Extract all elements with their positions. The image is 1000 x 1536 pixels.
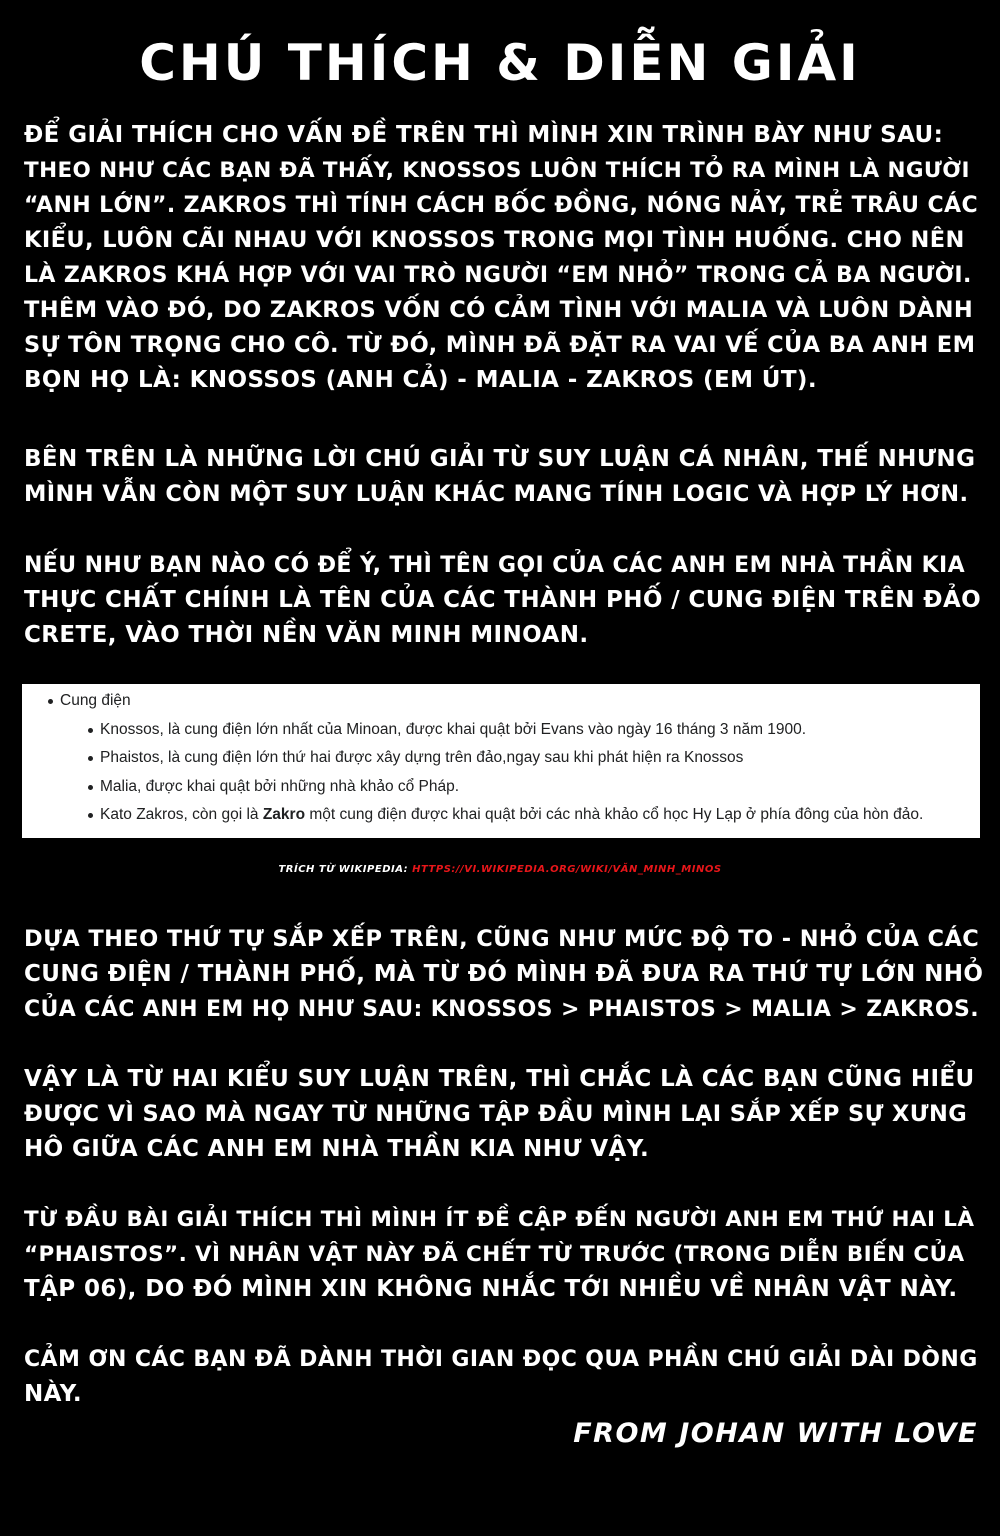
bullet-icon bbox=[48, 699, 53, 704]
bullet-icon bbox=[88, 756, 93, 761]
paragraph-line: BÊN TRÊN LÀ NHỮNG LỜI CHÚ GIẢI TỪ SUY LUẬN CÁ NHÂN, THẾ NHƯNG bbox=[24, 446, 976, 472]
bullet-icon bbox=[88, 813, 93, 818]
list-item bbox=[100, 773, 459, 801]
paragraph-line: ĐƯỢC VÌ SAO MÀ NGAY TỪ NHỮNG TẬP ĐẦU MÌNH LẠI SẮP XẾP SỰ XƯNG bbox=[24, 1101, 968, 1127]
paragraph-line: CRETE, VÀO THỜI NỀN VĂN MINH MINOAN. bbox=[24, 622, 589, 648]
source-link[interactable]: HTTPS://VI.WIKIPEDIA.ORG/WIKI/VĂN_MINH_MINOS bbox=[412, 864, 722, 875]
paragraph-phaistos bbox=[24, 1202, 984, 1307]
wikipedia-excerpt bbox=[22, 684, 980, 838]
paragraph-line: NÀY. bbox=[24, 1381, 83, 1407]
wiki-heading: Cung điện bbox=[60, 692, 131, 709]
page-title: CHÚ THÍCH & DIỄN GIẢI bbox=[139, 34, 861, 92]
paragraph-line: MÌNH VẪN CÒN MỘT SUY LUẬN KHÁC MANG TÍNH LOGIC VÀ HỢP LÝ HƠN. bbox=[24, 481, 969, 507]
paragraph-line: THÊM VÀO ĐÓ, DO ZAKROS VỐN CÓ CẢM TÌNH VỚI MALIA VÀ LUÔN DÀNH bbox=[24, 297, 974, 323]
wiki-item-text: Kato Zakros, còn gọi là bbox=[100, 806, 263, 823]
paragraph-line: ĐỂ GIẢI THÍCH CHO VẤN ĐỀ TRÊN THÌ MÌNH XIN TRÌNH BÀY NHƯ SAU: bbox=[24, 122, 944, 148]
bullet-icon bbox=[88, 728, 93, 733]
paragraph-explanation bbox=[24, 118, 984, 398]
paragraph-line: TẬP 06), DO ĐÓ MÌNH XIN KHÔNG NHẮC TỚI NHIỀU VỀ NHÂN VẬT NÀY. bbox=[24, 1276, 958, 1302]
paragraph-line: CUNG ĐIỆN / THÀNH PHỐ, MÀ TỪ ĐÓ MÌNH ĐÃ ĐƯA RA THỨ TỰ LỚN NHỎ bbox=[24, 961, 984, 987]
paragraph-line: KIỂU, LUÔN CÃI NHAU VỚI KNOSSOS TRONG MỌI TÌNH HUỐNG. CHO NÊN bbox=[24, 227, 965, 253]
paragraph-line: “PHAISTOS”. VÌ NHÂN VẬT NÀY ĐÃ CHẾT TỪ TRƯỚC (TRONG DIỄN BIẾN CỦA bbox=[24, 1242, 965, 1267]
list-item bbox=[100, 716, 806, 744]
wiki-item-text: một cung điện được khai quật bởi các nhà khảo cổ học Hy Lạp ở phía đông của hòn đảo. bbox=[305, 806, 924, 823]
wiki-item-text: Knossos, là cung điện lớn nhất của Minoan, được khai quật bởi Evans vào ngày 16 tháng 3 năm 1900. bbox=[100, 721, 807, 738]
list-item bbox=[60, 689, 131, 713]
signature: FROM JOHAN WITH LOVE bbox=[573, 1418, 978, 1449]
paragraph-line: NẾU NHƯ BẠN NÀO CÓ ĐỂ Ý, THÌ TÊN GỌI CỦA CÁC ANH EM NHÀ THẦN KIA bbox=[24, 553, 966, 578]
list-item bbox=[100, 744, 743, 772]
paragraph-conclusion bbox=[24, 1062, 984, 1167]
paragraph-line: TỪ ĐẦU BÀI GIẢI THÍCH THÌ MÌNH ÍT ĐỀ CẬP ĐẾN NGƯỜI ANH EM THỨ HAI LÀ bbox=[24, 1207, 975, 1232]
paragraph-line: LÀ ZAKROS KHÁ HỢP VỚI VAI TRÒ NGƯỜI “EM NHỎ” TRONG CẢ BA NGƯỜI. bbox=[24, 263, 972, 288]
paragraph-order bbox=[24, 922, 984, 1027]
paragraph-line: THEO NHƯ CÁC BẠN ĐÃ THẤY, KNOSSOS LUÔN THÍCH TỎ RA MÌNH LÀ NGƯỜI bbox=[24, 158, 970, 183]
paragraph-thanks bbox=[24, 1342, 984, 1412]
paragraph-line: VẬY LÀ TỪ HAI KIỂU SUY LUẬN TRÊN, THÌ CHẮC LÀ CÁC BẠN CŨNG HIỂU bbox=[24, 1066, 975, 1092]
paragraph-line: BỌN HỌ LÀ: KNOSSOS (ANH CẢ) - MALIA - ZAKROS (EM ÚT). bbox=[24, 367, 817, 393]
source-label: TRÍCH TỪ WIKIPEDIA: bbox=[278, 864, 413, 875]
paragraph-alternative bbox=[24, 442, 984, 512]
paragraph-line: SỰ TÔN TRỌNG CHO CÔ. TỪ ĐÓ, MÌNH ĐÃ ĐẶT RA VAI VẾ CỦA BA ANH EM bbox=[24, 332, 976, 358]
paragraph-crete bbox=[24, 548, 984, 653]
wiki-item-text: Malia, được khai quật bởi những nhà khảo cổ Pháp. bbox=[100, 778, 460, 795]
paragraph-line: CẢM ƠN CÁC BẠN ĐÃ DÀNH THỜI GIAN ĐỌC QUA PHẦN CHÚ GIẢI DÀI DÒNG bbox=[24, 1347, 978, 1372]
list-item bbox=[100, 801, 923, 829]
bullet-icon bbox=[88, 785, 93, 790]
wiki-item-text: Phaistos, là cung điện lớn thứ hai được xây dựng trên đảo,ngay sau khi phát hiện ra Knossos bbox=[100, 749, 744, 766]
paragraph-line: CỦA CÁC ANH EM HỌ NHƯ SAU: KNOSSOS > PHAISTOS > MALIA > ZAKROS. bbox=[24, 997, 979, 1022]
paragraph-line: HÔ GIỮA CÁC ANH EM NHÀ THẦN KIA NHƯ VẬY. bbox=[24, 1136, 650, 1162]
paragraph-line: THỰC CHẤT CHÍNH LÀ TÊN CỦA CÁC THÀNH PHỐ / CUNG ĐIỆN TRÊN ĐẢO bbox=[24, 587, 982, 613]
paragraph-line: DỰA THEO THỨ TỰ SẮP XẾP TRÊN, CŨNG NHƯ MỨC ĐỘ TO - NHỎ CỦA CÁC bbox=[24, 926, 980, 952]
source-citation bbox=[0, 852, 1000, 888]
paragraph-line: “ANH LỚN”. ZAKROS THÌ TÍNH CÁCH BỐC ĐỒNG, NÓNG NẢY, TRẺ TRÂU CÁC bbox=[24, 193, 979, 218]
wiki-item-bold: Zakro bbox=[262, 806, 306, 823]
